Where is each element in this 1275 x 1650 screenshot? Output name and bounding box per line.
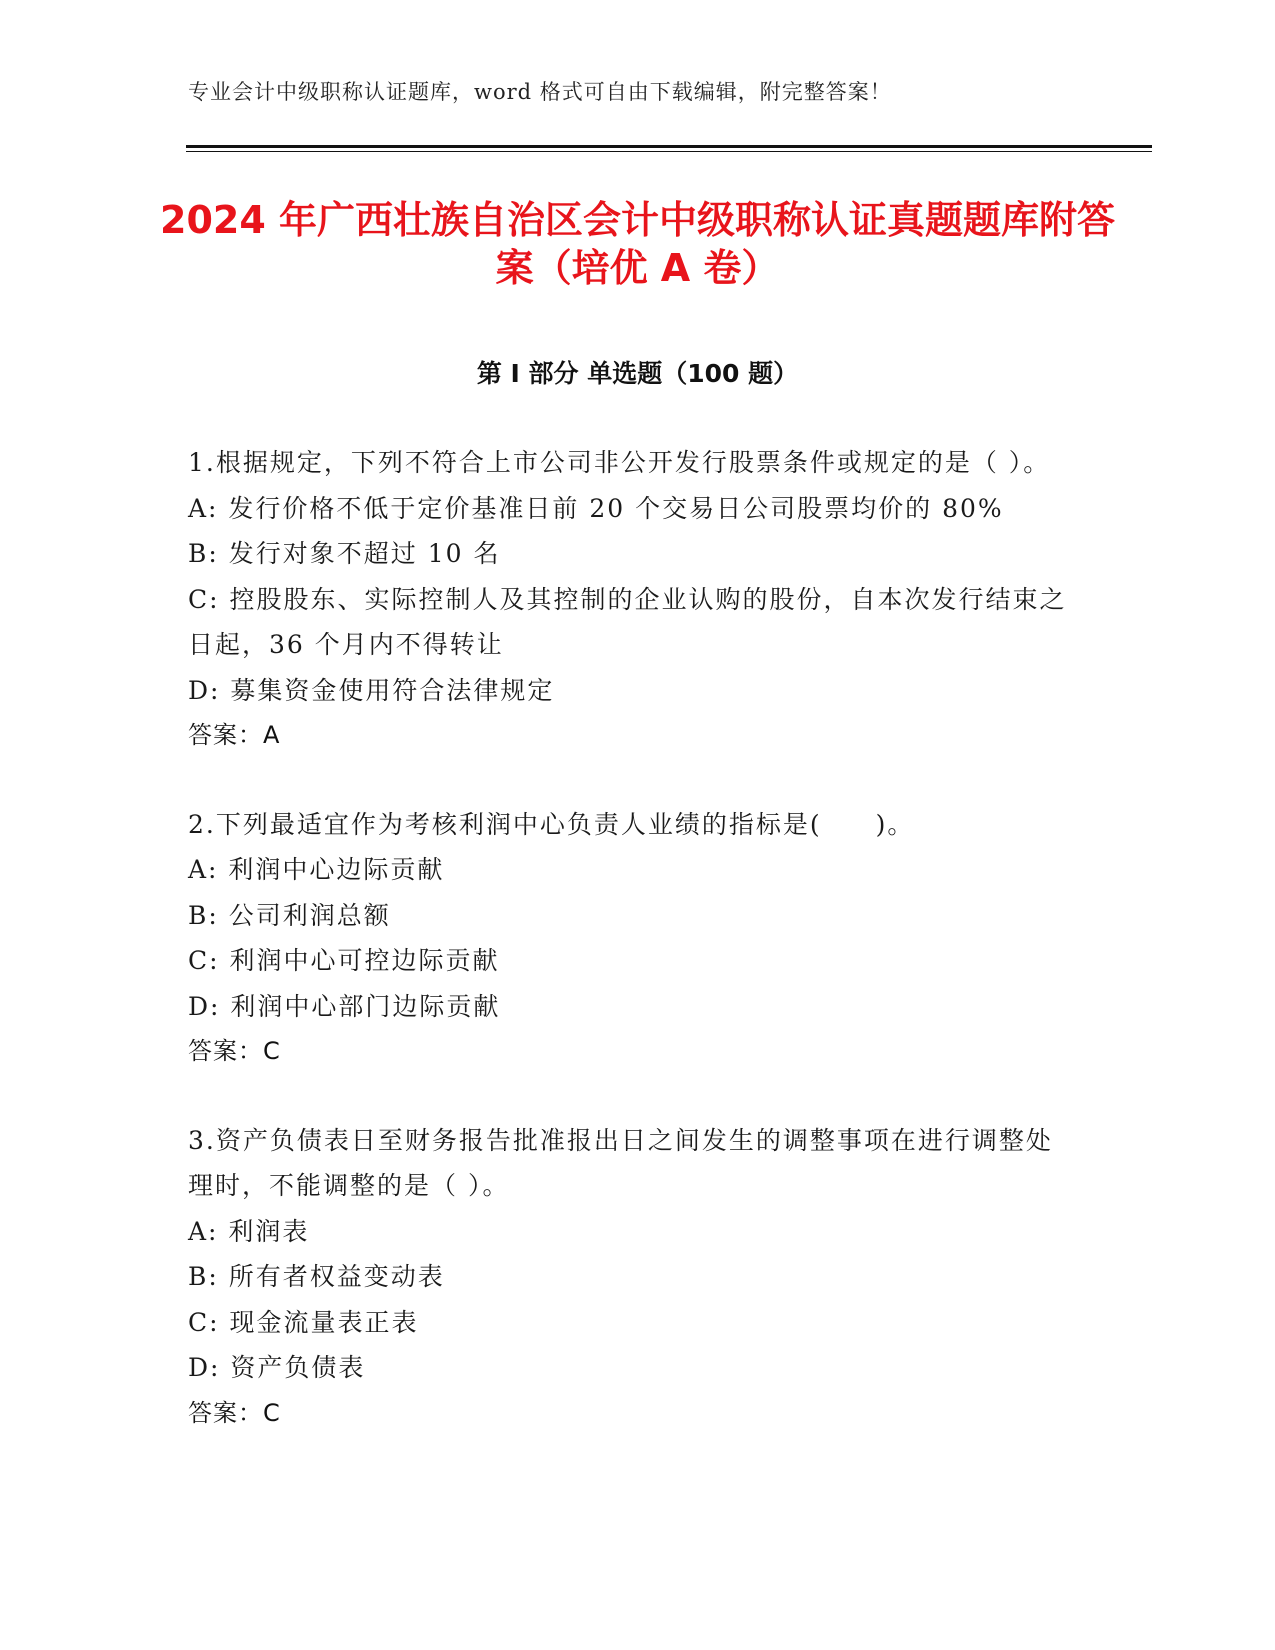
option-d: D: 利润中心部门边际贡献 xyxy=(188,991,501,1021)
document-title: 2024 年广西壮族自治区会计中级职称认证真题题库附答案（培优 A 卷） xyxy=(160,198,1115,290)
answer-label: 答案：C xyxy=(188,1037,281,1065)
option-a: A: 发行价格不低于定价基准日前 20 个交易日公司股票均价的 80% xyxy=(188,493,1004,523)
answer-label: 答案：C xyxy=(188,1398,281,1427)
question-stem: 3.资产负债表日至财务报告批准报出日之间发生的调整事项在进行调整处理时，不能调整的是（ ）。 xyxy=(188,1125,1053,1200)
option-a: A: 利润中心边际贡献 xyxy=(188,855,445,884)
question-stem: 2.下列最适宜作为考核利润中心负责人业绩的指标是( )。 xyxy=(188,809,915,839)
option-c: C: 现金流量表正表 xyxy=(188,1307,419,1337)
option-b: B: 所有者权益变动表 xyxy=(188,1262,445,1291)
option-b: B: 发行对象不超过 10 名 xyxy=(188,539,501,568)
header-note: 专业会计中级职称认证题库，word 格式可自由下载编辑，附完整答案！ xyxy=(188,80,892,104)
section-title: 第 I 部分 单选题（100 题） xyxy=(476,359,799,388)
option-c: C: 利润中心可控边际贡献 xyxy=(188,946,500,975)
question-list xyxy=(188,440,1073,1479)
header-rule-thick xyxy=(186,145,1152,148)
option-c: C: 控股股东、实际控制人及其控制的企业认购的股份，自本次发行结束之日起，36 个月内不得转让 xyxy=(188,584,1067,659)
question-3 xyxy=(188,1118,1073,1437)
question-2 xyxy=(188,802,1073,1075)
option-b: B: 公司利润总额 xyxy=(188,900,391,930)
option-a: A: 利润表 xyxy=(188,1216,310,1246)
header-rule-thin xyxy=(186,151,1152,152)
question-1 xyxy=(188,440,1073,759)
answer-label: 答案：A xyxy=(188,721,281,749)
option-d: D: 募集资金使用符合法律规定 xyxy=(188,675,555,705)
question-stem: 1.根据规定，下列不符合上市公司非公开发行股票条件或规定的是（ ）。 xyxy=(188,448,1051,477)
option-d: D: 资产负债表 xyxy=(188,1353,366,1382)
